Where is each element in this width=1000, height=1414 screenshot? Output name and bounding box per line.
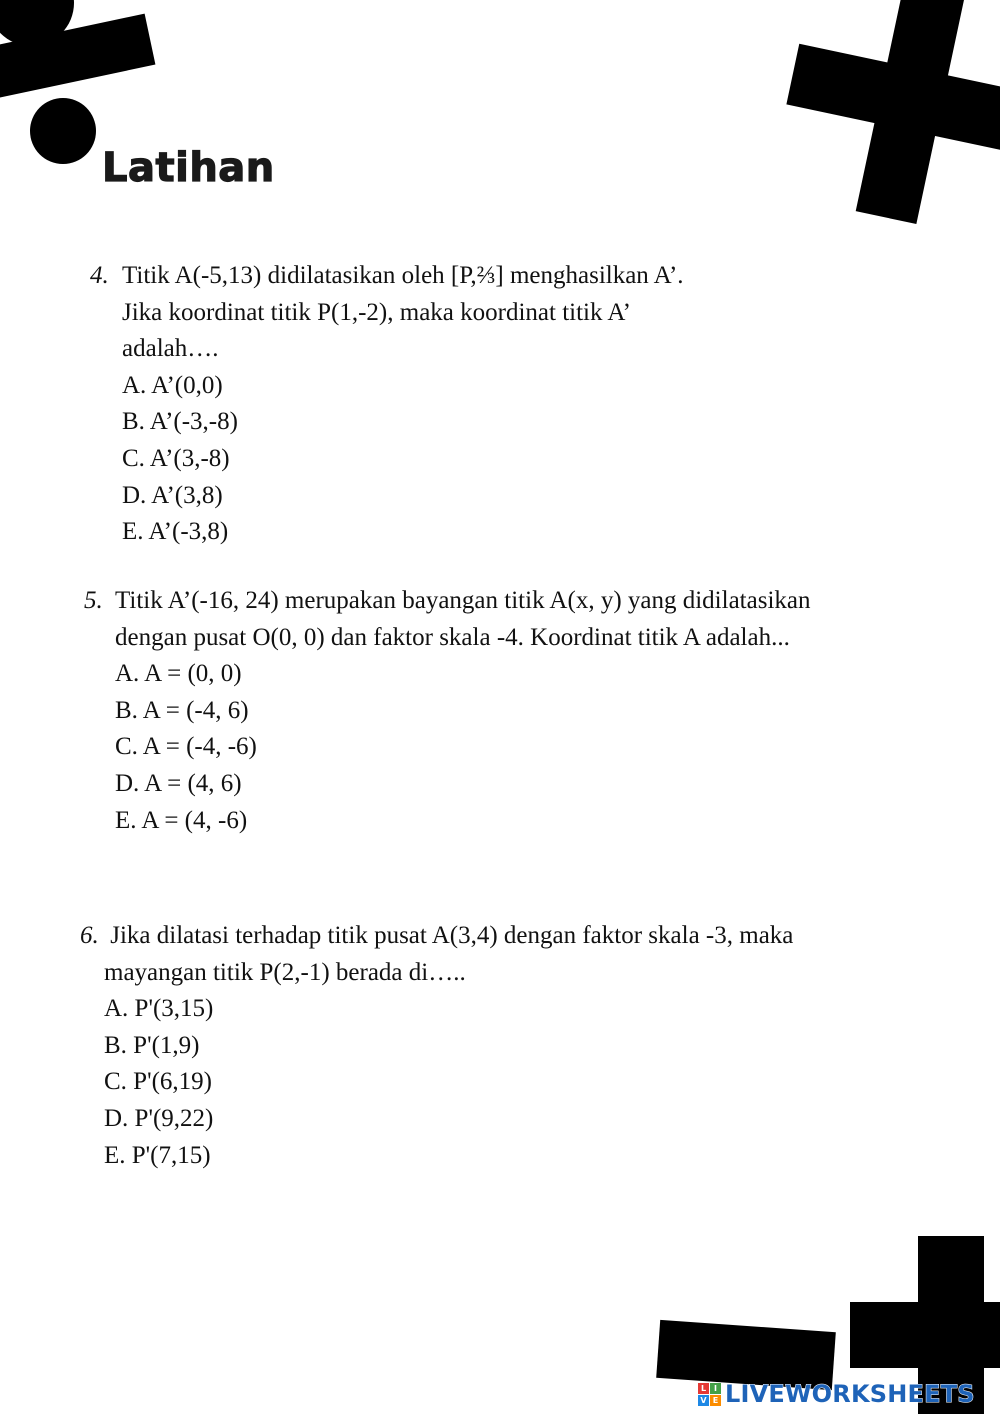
question-line: Jika dilatasi terhadap titik pusat A(3,4) dengan faktor skala -3, maka <box>104 922 794 949</box>
answer-option-c[interactable]: C. A’(3,-8) <box>122 444 230 472</box>
page-title: Latihan <box>102 145 275 191</box>
answer-option-d[interactable]: D. A = (4, 6) <box>115 769 242 797</box>
brand-name: LIVEWORKSHEETS <box>725 1380 975 1408</box>
answer-option-d[interactable]: D. P'(9,22) <box>104 1104 214 1132</box>
answer-option-e[interactable]: E. P'(7,15) <box>104 1141 211 1169</box>
answer-option-e[interactable]: E. A’(-3,8) <box>122 518 229 546</box>
liveworksheets-logo-icon <box>698 1383 721 1406</box>
divide-bottom-dot <box>30 98 96 164</box>
question-line: Titik A’(-16, 24) merupakan bayangan titik A(x, y) yang didilatasikan <box>115 587 811 614</box>
answer-option-b[interactable]: B. A’(-3,-8) <box>122 408 238 436</box>
question-line: mayangan titik P(2,-1) berada di….. <box>104 958 466 986</box>
question-number: 5. <box>84 587 103 614</box>
question-text <box>115 583 810 656</box>
question-number: 6. <box>80 922 99 949</box>
answer-option-c[interactable]: C. A = (-4, -6) <box>115 733 257 761</box>
question-line: Jika koordinat titik P(1,-2), maka koordinat titik A’ <box>122 298 631 326</box>
logo-letter-i: I <box>710 1383 721 1394</box>
question-6 <box>80 918 793 1174</box>
question-4 <box>90 258 684 551</box>
question-text <box>104 918 793 991</box>
question-number: 4. <box>90 262 109 289</box>
question-line: dengan pusat O(0, 0) dan faktor skala -4. Koordinat titik A adalah... <box>115 623 790 651</box>
answer-option-a[interactable]: A. P'(3,15) <box>104 995 214 1023</box>
liveworksheets-brand[interactable] <box>698 1381 975 1407</box>
answer-option-b[interactable]: B. A = (-4, 6) <box>115 696 249 724</box>
logo-letter-v: V <box>698 1395 709 1406</box>
question-line: adalah…. <box>122 335 219 363</box>
question-line: Titik A(-5,13) didilatasikan oleh [P,⅔] menghasilkan A’. <box>122 262 684 289</box>
question-5 <box>84 583 810 839</box>
answer-option-a[interactable]: A. A = (0, 0) <box>115 660 242 688</box>
plus-symbol-icon <box>768 0 1000 242</box>
answer-option-e[interactable]: E. A = (4, -6) <box>115 806 248 834</box>
logo-letter-l: L <box>698 1383 709 1394</box>
plus-horizontal-bar <box>850 1302 1000 1368</box>
answer-option-a[interactable]: A. A’(0,0) <box>122 371 223 399</box>
logo-letter-e: E <box>710 1395 721 1406</box>
answer-options <box>104 991 793 1174</box>
answer-option-d[interactable]: D. A’(3,8) <box>122 481 223 509</box>
answer-options <box>115 656 810 839</box>
question-text <box>122 258 684 368</box>
answer-options <box>122 368 684 551</box>
answer-option-b[interactable]: B. P'(1,9) <box>104 1031 200 1059</box>
answer-option-c[interactable]: C. P'(6,19) <box>104 1068 212 1096</box>
